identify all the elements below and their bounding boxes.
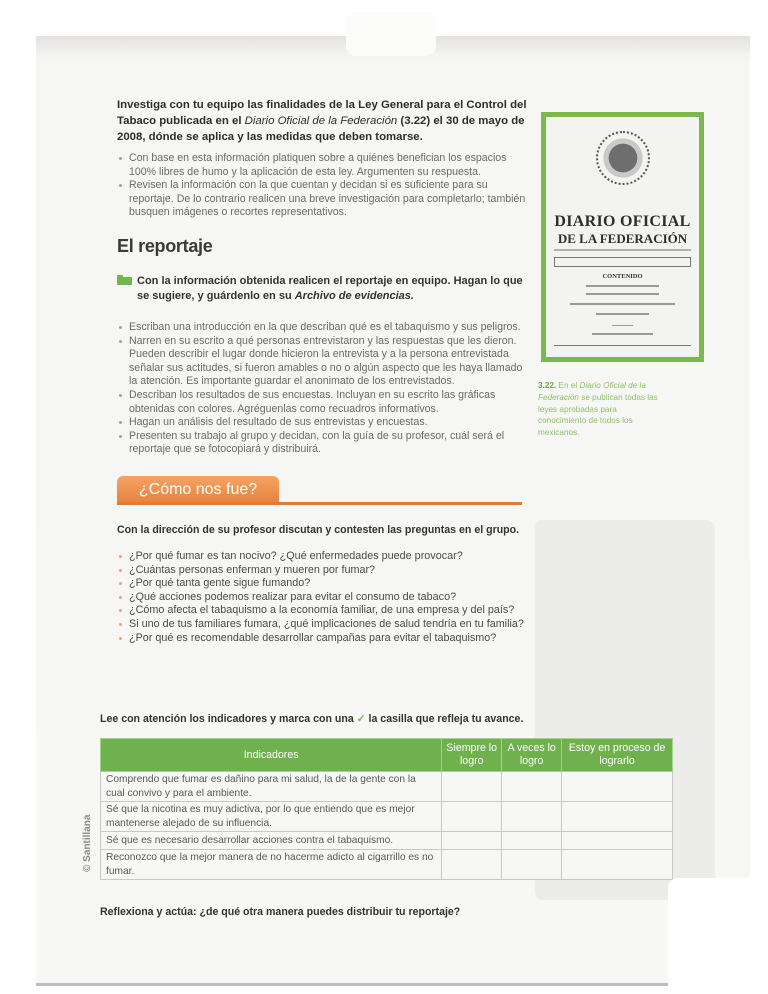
- indicator-text: Reconozco que la mejor manera de no hacerme adicto al cigarrillo es no fumar.: [101, 850, 442, 880]
- page-tab-bottom: [668, 878, 750, 994]
- newspaper-subtitle: DE LA FEDERACIÓN: [557, 231, 688, 246]
- checkbox-siempre[interactable]: [442, 832, 502, 850]
- contents-line: [592, 333, 653, 335]
- contents-line: [586, 293, 659, 295]
- table-row: [101, 802, 673, 832]
- diario-oficial-figure: [541, 112, 704, 362]
- indicators-instruction: [100, 713, 523, 725]
- caption-italic: Diario Oficial de la Federación: [538, 381, 646, 402]
- list-item: Narren en su escrito a qué personas entrevistaron y las respuestas que les dieron. Pueden describir el lugar donde hicieron la entrevista y a la persona entrevistada señalar sus actitudes, si fueron amables o no o algún aspecto que les haya llamado la atención. Es importante guardar el anonimato de los entrevistados.: [117, 335, 527, 389]
- list-item: ¿Qué acciones podemos realizar para evitar el consumo de tabaco?: [117, 591, 537, 605]
- list-item: Si uno de tus familiares fumara, ¿qué implicaciones de salud tendría en tu familia?: [117, 618, 537, 632]
- list-item: ¿Cuántas personas enferman y mueren por fumar?: [117, 564, 537, 578]
- question-list: [117, 550, 537, 645]
- checkbox-en-proceso[interactable]: [562, 772, 673, 802]
- list-item: Escriban una introducción en la que describan qué es el tabaquismo y sus peligros.: [117, 321, 527, 335]
- checkbox-a-veces[interactable]: [502, 850, 562, 880]
- list-item: Con base en esta información platiquen sobre a quiénes benefician los espacios 100% libres de humo y la aplicación de esta ley. Argumenten su respuesta.: [117, 152, 527, 179]
- header-siempre: Siempre lo logro: [442, 739, 502, 772]
- indicator-text: Sé que la nicotina es muy adictiva, por lo que entiendo que es mejor mantenerse alejado de su influencia.: [101, 802, 442, 832]
- caption-number: 3.22.: [538, 381, 557, 390]
- table-header-row: [101, 739, 673, 772]
- list-item: Hagan un análisis del resultado de sus entrevistas y encuestas.: [117, 416, 527, 430]
- header-indicadores: Indicadores: [101, 739, 442, 772]
- reportaje-bullet-list: [117, 321, 527, 457]
- checkbox-a-veces[interactable]: [502, 772, 562, 802]
- issue-info-box: [554, 257, 691, 267]
- indicator-text: Sé que es necesario desarrollar acciones contra el tabaquismo.: [101, 832, 442, 850]
- intro-text: Investiga con tu equipo las finalidades de la Ley General para el Control del Tabaco publicada en el: [117, 99, 527, 127]
- header-a-veces: A veces lo logro: [502, 739, 562, 772]
- list-item: Revisen la información con la que cuentan y decidan si es suficiente para su reportaje. De lo contrario realicen una breve investigación para completarlo; también busquen imágenes o recortes representativos.: [117, 179, 527, 220]
- checkbox-a-veces[interactable]: [502, 802, 562, 832]
- table-row: [101, 772, 673, 802]
- list-item: ¿Por qué fumar es tan nocivo? ¿Qué enfermedades puede provocar?: [117, 550, 537, 564]
- section-title: El reportaje: [117, 236, 213, 256]
- lead-text: Lee con atención los indicadores y marca con una: [100, 713, 357, 725]
- contents-line: [612, 325, 633, 326]
- indicator-text: Comprendo que fumar es dañino para mi salud, la de la gente con la cual convivo y para el ambiente.: [101, 772, 442, 802]
- national-seal-icon: [596, 131, 650, 185]
- intro-text-end: (3.22) el 30 de mayo de 2008, dónde se aplica y las medidas que deben tomarse.: [117, 115, 525, 143]
- contents-line: [586, 285, 659, 287]
- caption-text-end: se publican todas las leyes aprobadas para conocimiento de todos los mexicanos.: [538, 392, 658, 438]
- intro-italic: Diario Oficial de la Federación: [244, 115, 398, 127]
- contents-line: [596, 313, 649, 315]
- footer-rule: [554, 345, 691, 346]
- list-item: Describan los resultados de sus encuestas. Incluyan en su escrito las gráficas obtenidas con colores. Agréguenlas como recuadros informativos.: [117, 389, 527, 416]
- task-instruction: [117, 274, 532, 304]
- task-text: Con la información obtenida realicen el reportaje en equipo. Hagan lo que se sugiere, y guárdenlo en su: [137, 275, 523, 302]
- checkbox-siempre[interactable]: [442, 772, 502, 802]
- contents-line: [570, 303, 675, 305]
- checkbox-siempre[interactable]: [442, 850, 502, 880]
- section-divider: [117, 502, 522, 505]
- figure-caption: [538, 380, 663, 439]
- como-nos-fue-heading: ¿Cómo nos fue?: [117, 476, 279, 503]
- checkbox-a-veces[interactable]: [502, 832, 562, 850]
- masthead-rule: [554, 249, 691, 251]
- task-italic: Archivo de evidencias.: [294, 290, 414, 302]
- lead-text-end: la casilla que refleja tu avance.: [365, 713, 524, 725]
- checkbox-siempre[interactable]: [442, 802, 502, 832]
- list-item: Presenten su trabajo al grupo y decidan, con la guía de su profesor, cuál será el reportaje que se fotocopiará y distribuirá.: [117, 430, 527, 457]
- table-row: [101, 832, 673, 850]
- table-row: [101, 850, 673, 880]
- list-item: ¿Por qué es recomendable desarrollar campañas para evitar el tabaquismo?: [117, 632, 537, 646]
- contents-heading: CONTENIDO: [602, 273, 643, 280]
- folder-icon: [117, 277, 132, 285]
- list-item: ¿Por qué tanta gente sigue fumando?: [117, 577, 537, 591]
- checkmark-icon: ✓: [356, 713, 366, 725]
- intro-bullet-list: [117, 152, 527, 220]
- discussion-instruction: Con la dirección de su profesor discutan y contesten las preguntas en el grupo.: [117, 524, 520, 536]
- checkbox-en-proceso[interactable]: [562, 832, 673, 850]
- indicators-table: [100, 738, 673, 880]
- header-en-proceso: Estoy en proceso de lograrlo: [562, 739, 673, 772]
- checkbox-en-proceso[interactable]: [562, 850, 673, 880]
- intro-instruction: [117, 97, 527, 145]
- newspaper-cover: [546, 117, 699, 357]
- page-tab-top: [346, 12, 436, 56]
- publisher-credit: © Santillana: [82, 814, 93, 872]
- newspaper-title: DIARIO OFICIAL: [554, 213, 691, 230]
- checkbox-en-proceso[interactable]: [562, 802, 673, 832]
- list-item: ¿Cómo afecta el tabaquismo a la economía familiar, de una empresa y del país?: [117, 604, 537, 618]
- caption-text: En el: [556, 381, 580, 390]
- reflection-prompt: Reflexiona y actúa: ¿de qué otra manera puedes distribuir tu reportaje?: [100, 906, 461, 918]
